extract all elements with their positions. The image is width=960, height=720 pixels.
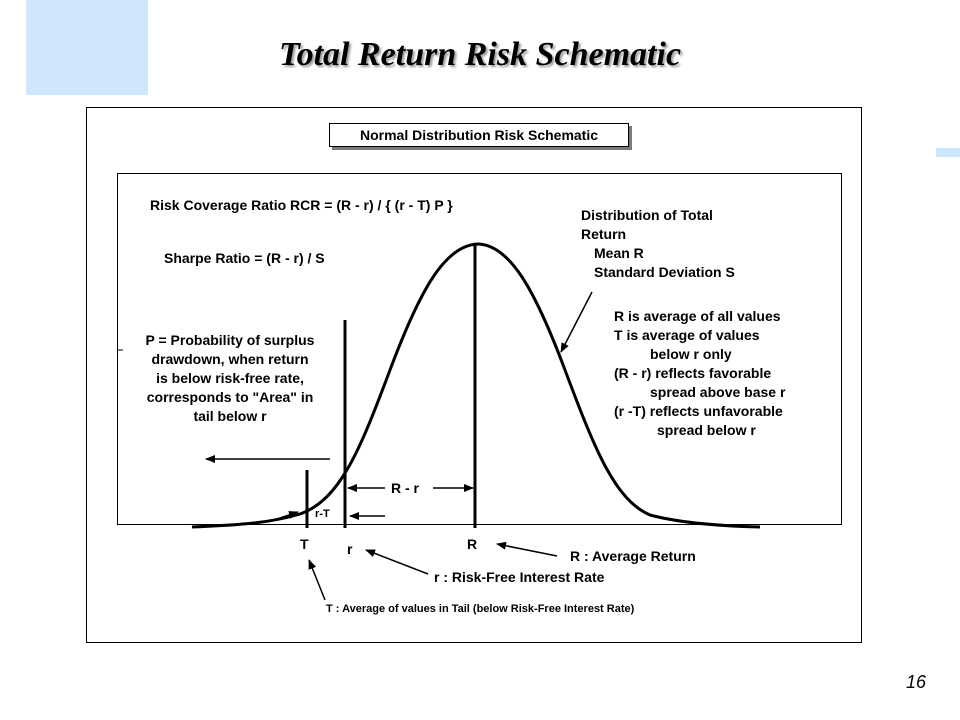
marker-R-minus-r: R - r <box>391 480 419 496</box>
legend-T: T : Average of values in Tail (below Risk-Free Interest Rate) <box>326 603 635 615</box>
schematic-label: Normal Distribution Risk Schematic <box>329 123 629 147</box>
marker-R: R <box>467 536 478 552</box>
averages-note-6: (r -T) reflects unfavorable <box>614 403 783 419</box>
arrow-R-label <box>497 544 557 556</box>
rcr-formula: Risk Coverage Ratio RCR = (R - r) / { (r - T) P } <box>150 197 453 213</box>
probability-note-1: P = Probability of surplus <box>145 332 315 348</box>
arrow-T-label <box>309 560 325 600</box>
averages-note-4: (R - r) reflects favorable <box>614 365 772 381</box>
marker-r-minus-T: r-T <box>315 508 330 520</box>
probability-note-2: drawdown, when return <box>151 351 309 367</box>
averages-note-7: spread below r <box>657 422 756 438</box>
averages-note-5: spread above base r <box>650 384 786 400</box>
distribution-note-1: Distribution of Total <box>581 207 713 223</box>
sharpe-formula: Sharpe Ratio = (R - r) / S <box>164 250 325 266</box>
averages-note-2: T is average of values <box>614 327 760 343</box>
probability-note-3: is below risk-free rate, <box>156 370 304 386</box>
probability-note-5: tail below r <box>193 408 267 424</box>
averages-note-3: below r only <box>650 346 732 362</box>
distribution-note-4: Standard Deviation S <box>594 264 735 280</box>
probability-note-4: corresponds to "Area" in <box>146 389 314 405</box>
distribution-note-3: Mean R <box>594 245 644 261</box>
distribution-note-2: Return <box>581 226 627 242</box>
legend-r: r : Risk-Free Interest Rate <box>434 569 605 585</box>
arrow-r-label <box>366 550 428 574</box>
legend-R: R : Average Return <box>570 548 696 564</box>
averages-note-1: R is average of all values <box>614 308 781 324</box>
marker-r: r <box>347 541 353 557</box>
marker-T: T <box>300 536 309 552</box>
arrow-distribution <box>561 292 592 352</box>
page-number: 16 <box>905 672 926 692</box>
slide-title: Total Return Risk Schematic <box>278 36 682 73</box>
